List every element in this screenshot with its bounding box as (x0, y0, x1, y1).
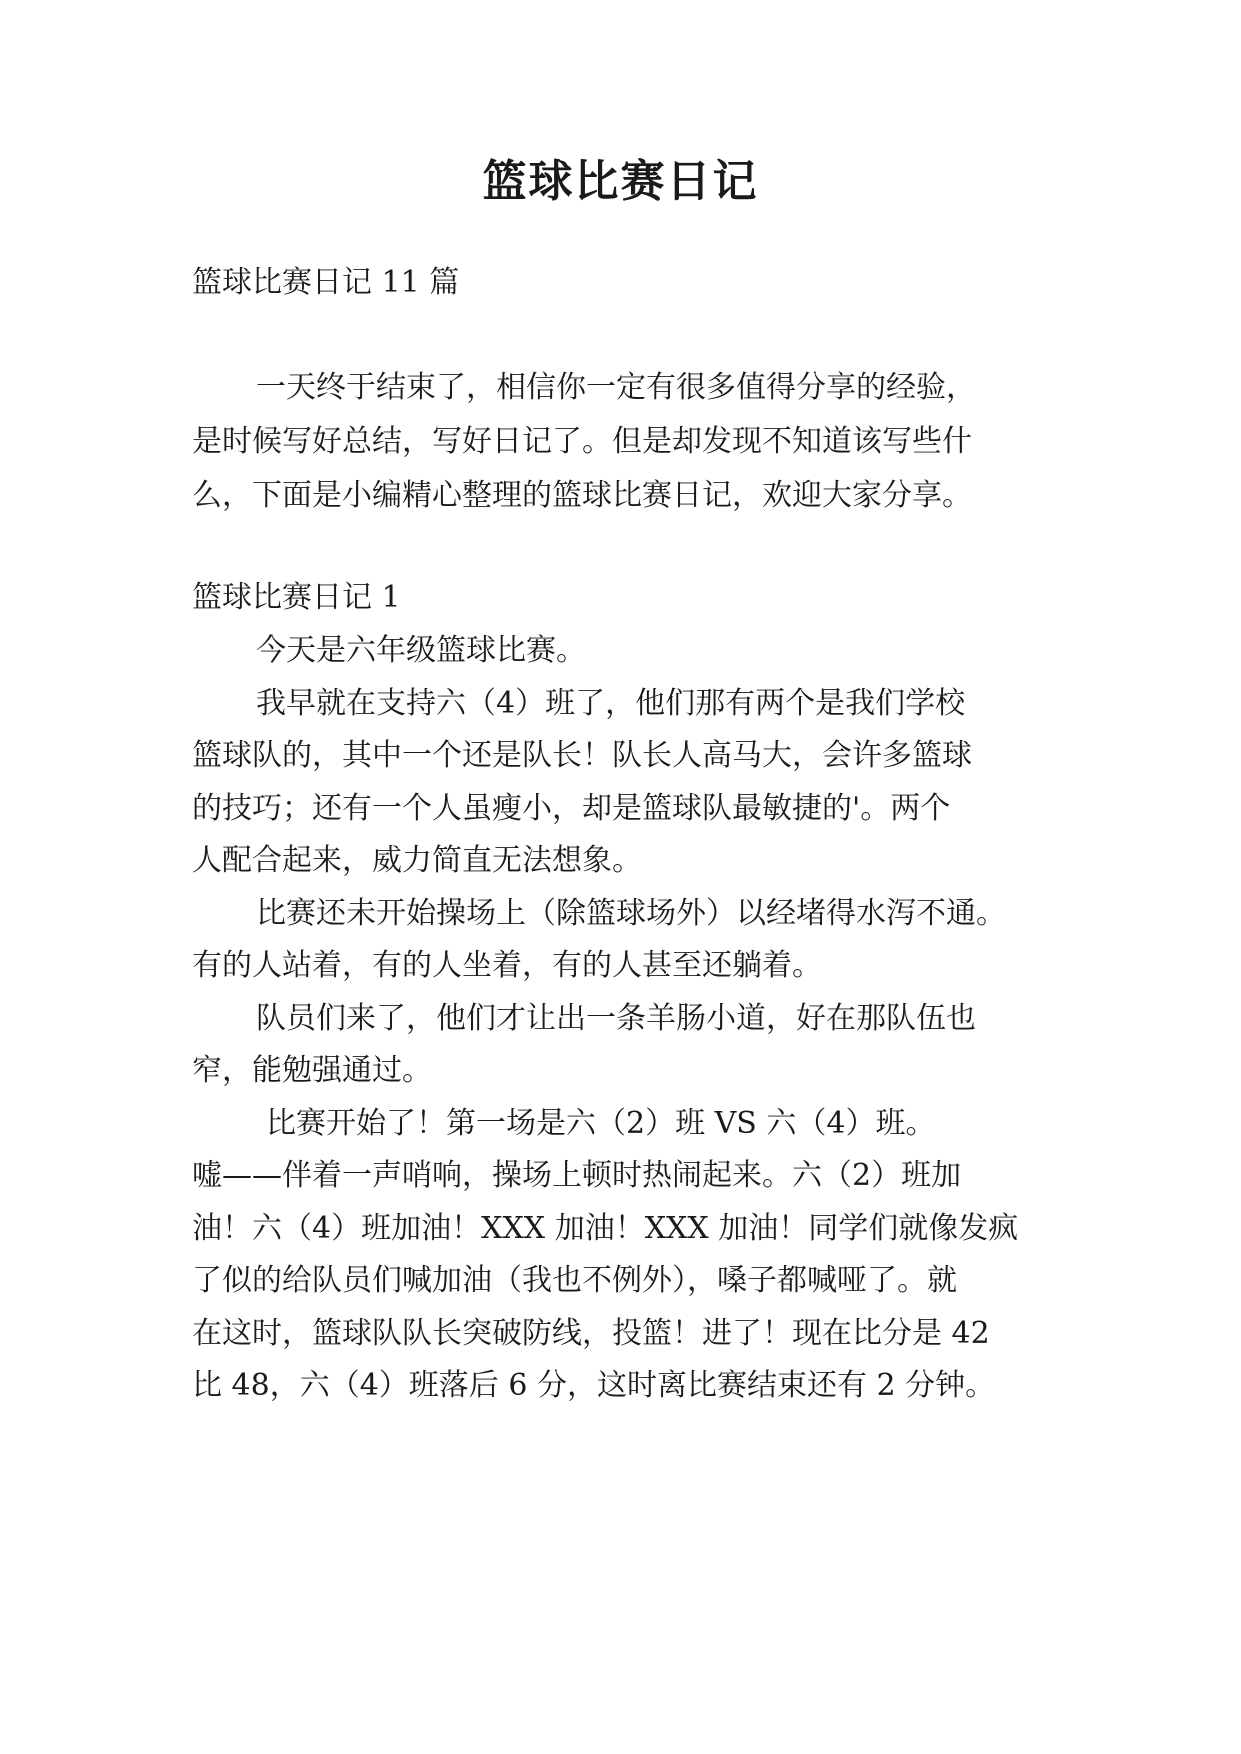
body-line: 有的人站着，有的人坐着，有的人甚至还躺着。 (192, 948, 822, 983)
body-line: 今天是六年级篮球比赛。 (256, 633, 586, 668)
intro-line: 么，下面是小编精心整理的篮球比赛日记，欢迎大家分享。 (192, 478, 972, 513)
body-line: 比 48，六（4）班落后 6 分，这时离比赛结束还有 2 分钟。 (192, 1368, 996, 1403)
intro-line: 是时候写好总结，写好日记了。但是却发现不知道该写些什 (192, 424, 972, 459)
body-line: 队员们来了，他们才让出一条羊肠小道，好在那队伍也 (256, 1001, 976, 1036)
body-line: 篮球队的，其中一个还是队长！队长人高马大，会许多篮球 (192, 738, 972, 773)
body-line: 油！六（4）班加油！XXX 加油！XXX 加油！同学们就像发疯 (192, 1211, 1019, 1246)
body-line: 窄，能勉强通过。 (192, 1053, 432, 1088)
body-line: 比赛开始了！第一场是六（2）班 VS 六（4）班。 (266, 1106, 936, 1141)
document-title: 篮球比赛日记 (482, 156, 759, 207)
body-line: 人配合起来，威力简直无法想象。 (192, 843, 642, 878)
body-line: 嘘——伴着一声哨响，操场上顿时热闹起来。六（2）班加 (192, 1158, 962, 1193)
document-subtitle: 篮球比赛日记 11 篇 (192, 265, 460, 300)
body-line: 了似的给队员们喊加油（我也不例外），嗓子都喊哑了。就 (192, 1263, 957, 1298)
section-heading: 篮球比赛日记 1 (192, 580, 401, 615)
body-line: 的技巧；还有一个人虽瘦小，却是篮球队最敏捷的'。两个 (192, 791, 951, 826)
intro-line: 一天终于结束了，相信你一定有很多值得分享的经验， (256, 370, 976, 405)
body-line: 我早就在支持六（4）班了，他们那有两个是我们学校 (256, 686, 966, 721)
body-line: 在这时，篮球队队长突破防线，投篮！进了！现在比分是 42 (192, 1316, 990, 1351)
body-line: 比赛还未开始操场上（除篮球场外）以经堵得水泻不通。 (256, 896, 1006, 931)
